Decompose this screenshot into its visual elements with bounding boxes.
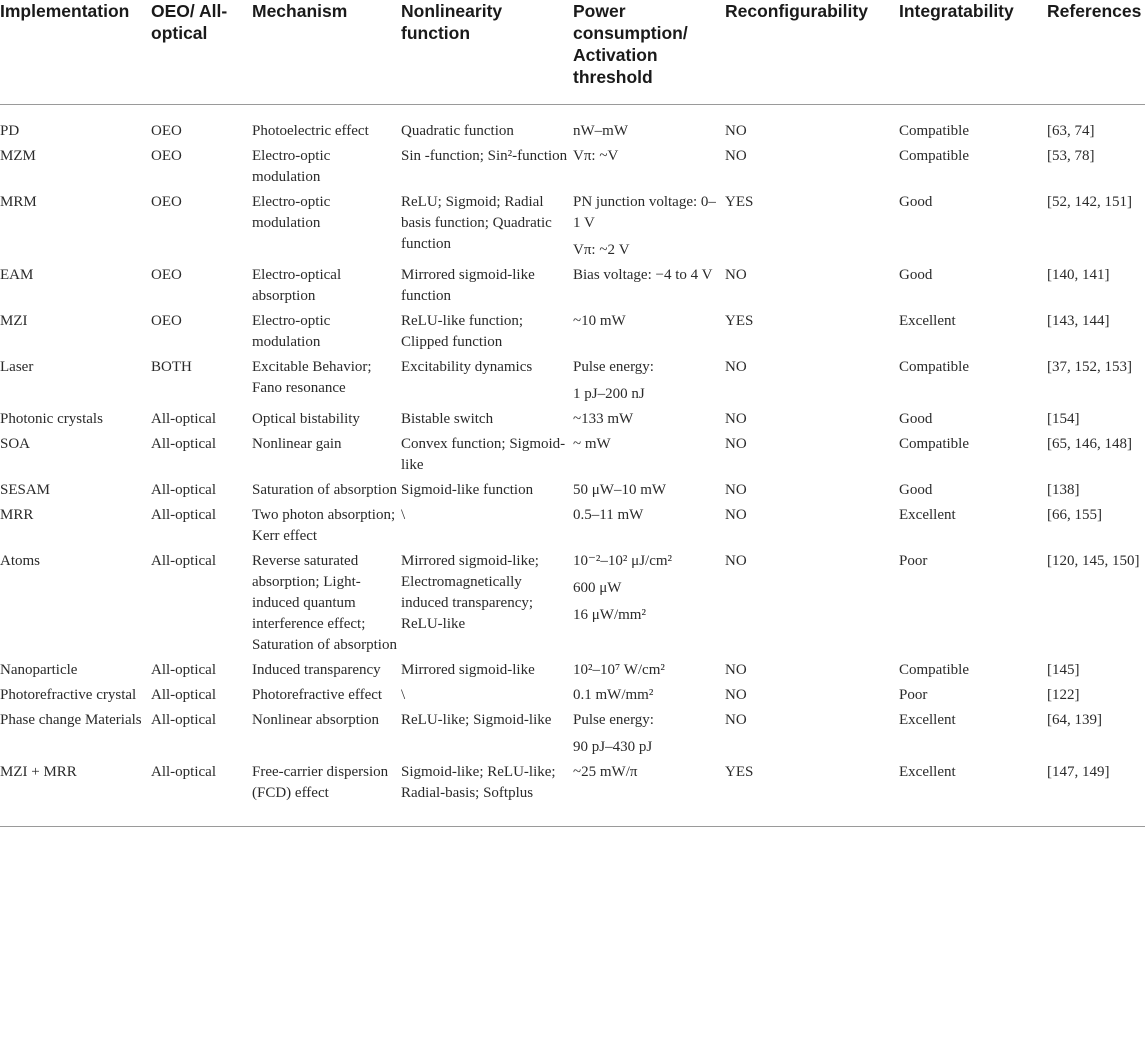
header-row xyxy=(0,0,1145,105)
cell-implementation: MRM xyxy=(0,194,37,210)
power-value-line: PN junction voltage: 0–1 V xyxy=(573,194,716,231)
cell-oeo-all-optical: OEO xyxy=(151,194,182,210)
cell-references: [53, 78] xyxy=(1047,148,1095,164)
cell-power-consumption xyxy=(573,261,725,307)
header-references: References xyxy=(1047,0,1145,105)
cell-power-consumption xyxy=(573,706,725,758)
cell-implementation: MZM xyxy=(0,148,36,164)
power-value-line: ~25 mW/π xyxy=(573,764,638,780)
cell-reconfigurability: YES xyxy=(725,313,754,329)
cell-references: [63, 74] xyxy=(1047,123,1095,139)
cell-nonlinearity-function: Bistable switch xyxy=(401,411,494,427)
cell-implementation: MZI xyxy=(0,313,28,329)
cell-integratability: Compatible xyxy=(899,123,969,139)
power-value-line: Bias voltage: −4 to 4 V xyxy=(573,267,713,283)
table-row xyxy=(0,307,1145,353)
cell-integratability: Excellent xyxy=(899,758,1047,827)
cell-reconfigurability: NO xyxy=(725,436,747,452)
cell-oeo-all-optical: BOTH xyxy=(151,359,192,375)
table-body xyxy=(0,105,1145,827)
cell-integratability: Good xyxy=(899,194,933,210)
cell-mechanism: Electro-optical absorption xyxy=(252,267,342,304)
cell-mechanism: Optical bistability xyxy=(252,411,360,427)
cell-reconfigurability: NO xyxy=(725,267,747,283)
table-row xyxy=(0,476,1145,501)
cell-implementation: Photonic crystals xyxy=(0,411,103,427)
table-header xyxy=(0,0,1145,105)
cell-references: [64, 139] xyxy=(1047,712,1102,728)
cell-oeo-all-optical: All-optical xyxy=(151,507,216,523)
cell-oeo-all-optical: All-optical xyxy=(151,758,252,827)
cell-reconfigurability: NO xyxy=(725,507,747,523)
cell-mechanism: Nonlinear gain xyxy=(252,436,342,452)
cell-reconfigurability: NO xyxy=(725,712,747,728)
header-mechanism: Mechanism xyxy=(252,0,401,105)
cell-oeo-all-optical: All-optical xyxy=(151,436,216,452)
power-value-line: 50 μW–10 mW xyxy=(573,482,667,498)
table-row xyxy=(0,353,1145,405)
cell-implementation: SOA xyxy=(0,436,31,452)
cell-power-consumption xyxy=(573,547,725,656)
cell-integratability: Compatible xyxy=(899,359,969,375)
table-row xyxy=(0,261,1145,307)
cell-power-consumption xyxy=(573,501,725,547)
power-value-line: 0.1 mW/mm² xyxy=(573,687,654,703)
power-value-line: ~ mW xyxy=(573,436,611,452)
cell-references: [65, 146, 148] xyxy=(1047,436,1132,452)
header-implementation: Implementation xyxy=(0,0,151,105)
power-value-line: 16 μW/mm² xyxy=(573,607,646,623)
cell-implementation: MZI + MRR xyxy=(0,758,151,827)
cell-implementation: Phase change Materials xyxy=(0,712,142,728)
cell-nonlinearity-function: Sin -function; Sin²-function xyxy=(401,148,568,164)
cell-power-consumption xyxy=(573,105,725,143)
table-row xyxy=(0,656,1145,681)
cell-references: [138] xyxy=(1047,482,1080,498)
cell-oeo-all-optical: All-optical xyxy=(151,411,216,427)
cell-integratability: Poor xyxy=(899,553,928,569)
header-oeo-all-optical: OEO/ All-optical xyxy=(151,0,252,105)
cell-nonlinearity-function: \ xyxy=(401,507,406,523)
cell-integratability: Excellent xyxy=(899,712,956,728)
cell-references: [145] xyxy=(1047,662,1080,678)
power-value-line: Pulse energy: xyxy=(573,712,654,728)
table-row xyxy=(0,188,1145,261)
cell-references: [143, 144] xyxy=(1047,313,1110,329)
table-row xyxy=(0,142,1145,188)
cell-oeo-all-optical: All-optical xyxy=(151,482,216,498)
cell-integratability: Good xyxy=(899,267,933,283)
cell-oeo-all-optical: OEO xyxy=(151,123,182,139)
table-row xyxy=(0,501,1145,547)
cell-power-consumption xyxy=(573,758,725,827)
cell-integratability: Good xyxy=(899,482,933,498)
cell-implementation: Nanoparticle xyxy=(0,662,78,678)
cell-power-consumption xyxy=(573,405,725,430)
power-value-line: 10⁻²–10² μJ/cm² xyxy=(573,553,673,569)
cell-integratability: Compatible xyxy=(899,436,969,452)
cell-nonlinearity-function: Sigmoid-like; ReLU-like; Radial-basis; Softplus xyxy=(401,758,573,827)
table-row xyxy=(0,706,1145,758)
power-value-line: Vπ: ~V xyxy=(573,148,619,164)
cell-mechanism: Two photon absorption; Kerr effect xyxy=(252,507,396,544)
cell-power-consumption xyxy=(573,656,725,681)
cell-power-consumption xyxy=(573,307,725,353)
table-row xyxy=(0,105,1145,143)
cell-reconfigurability: NO xyxy=(725,123,747,139)
cell-mechanism: Electro-optic modulation xyxy=(252,148,331,185)
cell-references: [120, 145, 150] xyxy=(1047,553,1140,569)
cell-oeo-all-optical: All-optical xyxy=(151,687,216,703)
cell-implementation: EAM xyxy=(0,267,34,283)
cell-nonlinearity-function: Sigmoid-like function xyxy=(401,482,534,498)
power-value-line: Vπ: ~2 V xyxy=(573,242,630,258)
cell-power-consumption xyxy=(573,430,725,476)
cell-nonlinearity-function: ReLU-like function; Clipped function xyxy=(401,313,524,350)
cell-implementation: SESAM xyxy=(0,482,51,498)
cell-nonlinearity-function: Mirrored sigmoid-like xyxy=(401,662,535,678)
header-nonlinearity-function: Nonlinearity function xyxy=(401,0,573,105)
power-value-line: ~10 mW xyxy=(573,313,626,329)
cell-reconfigurability: NO xyxy=(725,359,747,375)
cell-oeo-all-optical: OEO xyxy=(151,267,182,283)
cell-reconfigurability: YES xyxy=(725,758,899,827)
table-row xyxy=(0,758,1145,827)
cell-mechanism: Nonlinear absorption xyxy=(252,712,380,728)
cell-mechanism: Electro-optic modulation xyxy=(252,194,331,231)
table-row xyxy=(0,405,1145,430)
cell-reconfigurability: NO xyxy=(725,482,747,498)
cell-integratability: Excellent xyxy=(899,313,956,329)
cell-power-consumption xyxy=(573,353,725,405)
cell-reconfigurability: NO xyxy=(725,148,747,164)
cell-power-consumption xyxy=(573,188,725,261)
cell-implementation: MRR xyxy=(0,507,34,523)
cell-nonlinearity-function: Quadratic function xyxy=(401,123,514,139)
cell-mechanism: Electro-optic modulation xyxy=(252,313,331,350)
cell-implementation: Laser xyxy=(0,359,34,375)
cell-implementation: Photorefractive crystal xyxy=(0,687,137,703)
table-row xyxy=(0,681,1145,706)
cell-oeo-all-optical: All-optical xyxy=(151,662,216,678)
cell-nonlinearity-function: Excitability dynamics xyxy=(401,359,533,375)
cell-mechanism: Photorefractive effect xyxy=(252,687,383,703)
power-value-line: ~133 mW xyxy=(573,411,634,427)
cell-power-consumption xyxy=(573,142,725,188)
power-value-line: 10²–10⁷ W/cm² xyxy=(573,662,665,678)
table-row xyxy=(0,430,1145,476)
cell-references: [37, 152, 153] xyxy=(1047,359,1132,375)
cell-reconfigurability: NO xyxy=(725,687,747,703)
cell-reconfigurability: YES xyxy=(725,194,754,210)
cell-integratability: Poor xyxy=(899,687,928,703)
cell-references: [122] xyxy=(1047,687,1080,703)
cell-nonlinearity-function: ReLU-like; Sigmoid-like xyxy=(401,712,552,728)
power-value-line: nW–mW xyxy=(573,123,628,139)
cell-references: [154] xyxy=(1047,411,1080,427)
cell-references: [147, 149] xyxy=(1047,758,1145,827)
cell-integratability: Compatible xyxy=(899,148,969,164)
cell-oeo-all-optical: All-optical xyxy=(151,712,216,728)
cell-references: [140, 141] xyxy=(1047,267,1110,283)
cell-power-consumption xyxy=(573,681,725,706)
cell-implementation: Atoms xyxy=(0,553,41,569)
cell-implementation: PD xyxy=(0,123,20,139)
cell-nonlinearity-function: Convex function; Sigmoid-like xyxy=(401,436,566,473)
cell-nonlinearity-function: Mirrored sigmoid-like function xyxy=(401,267,535,304)
cell-power-consumption xyxy=(573,476,725,501)
cell-reconfigurability: NO xyxy=(725,411,747,427)
cell-oeo-all-optical: All-optical xyxy=(151,553,216,569)
cell-reconfigurability: NO xyxy=(725,662,747,678)
cell-mechanism: Free-carrier dispersion (FCD) effect xyxy=(252,758,401,827)
cell-references: [66, 155] xyxy=(1047,507,1102,523)
cell-mechanism: Reverse saturated absorption; Light-induced quantum interference effect; Saturation of absorption xyxy=(252,553,397,653)
cell-references: [52, 142, 151] xyxy=(1047,194,1132,210)
cell-oeo-all-optical: OEO xyxy=(151,148,182,164)
cell-oeo-all-optical: OEO xyxy=(151,313,182,329)
cell-nonlinearity-function: \ xyxy=(401,687,406,703)
cell-nonlinearity-function: Mirrored sigmoid-like; Electromagnetically induced transparency; ReLU-like xyxy=(401,553,539,632)
table-row xyxy=(0,547,1145,656)
cell-integratability: Compatible xyxy=(899,662,969,678)
power-value-line: 1 pJ–200 nJ xyxy=(573,386,645,402)
header-integratability: Integratability xyxy=(899,0,1047,105)
cell-integratability: Excellent xyxy=(899,507,956,523)
cell-integratability: Good xyxy=(899,411,933,427)
cell-nonlinearity-function: ReLU; Sigmoid; Radial basis function; Quadratic function xyxy=(401,194,552,252)
power-value-line: 90 pJ–430 pJ xyxy=(573,739,653,755)
cell-mechanism: Saturation of absorption xyxy=(252,482,397,498)
power-value-line: Pulse energy: xyxy=(573,359,654,375)
cell-mechanism: Induced transparency xyxy=(252,662,381,678)
cell-mechanism: Photoelectric effect xyxy=(252,123,369,139)
header-power-consumption: Power consumption/ Activation threshold xyxy=(573,0,725,105)
header-reconfigurability: Reconfigurability xyxy=(725,0,899,105)
power-value-line: 600 μW xyxy=(573,580,622,596)
cell-reconfigurability: NO xyxy=(725,553,747,569)
cell-mechanism: Excitable Behavior; Fano resonance xyxy=(252,359,372,396)
power-value-line: 0.5–11 mW xyxy=(573,507,644,523)
